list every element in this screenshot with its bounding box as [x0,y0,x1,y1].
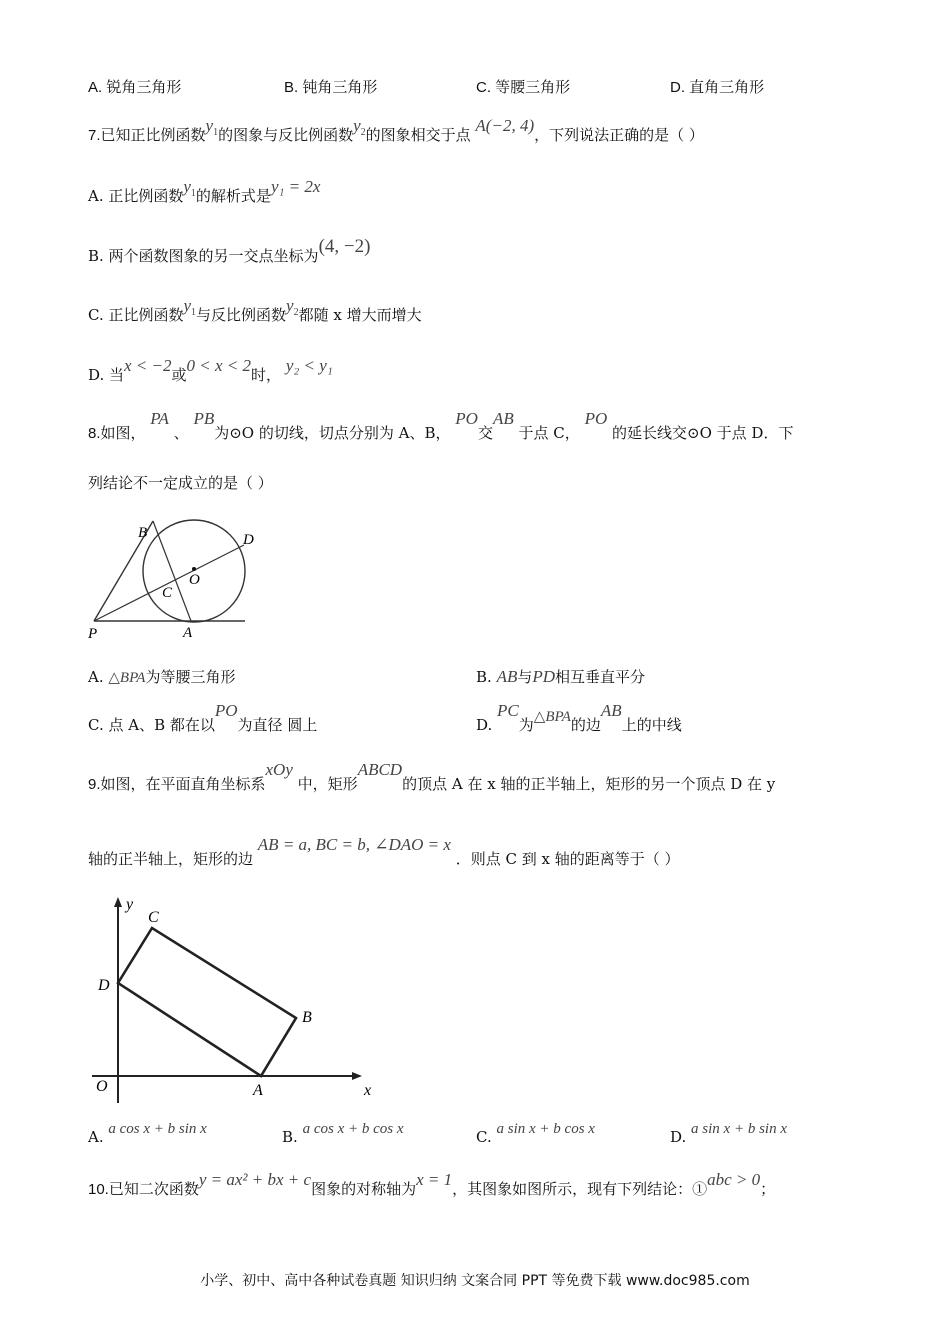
q7-option-d: D. 当x < −2或0 < x < 2时， y₂ < y₁ [88,356,333,384]
q7-option-a: A. 正比例函数$y_1$的解析式是y₁ = 2x [88,177,321,205]
q7-option-c: C. 正比例函数$y_1$与反比例函数$y_2$都随 x 增大而增大 [88,296,422,324]
q9-option-d: D. a sin x + b sin x [670,1121,787,1146]
q7-option-b: B. 两个函数图象的另一交点坐标为(4, −2) [88,236,371,265]
q9-stem-line2: 轴的正半轴上，矩形的边 AB = a, BC = b, ∠DAO = x ．则点 C 到 x 轴的距离等于（ ） [88,835,680,868]
label-D: D [98,977,110,994]
label-C: C [162,585,173,601]
label-O: O [96,1078,108,1095]
q8-stem-line1: 8.如图， PA 、 PB为⊙O 的切线，切点分别为 A、B， PO交AB 于点 C， PO 的延长线交⊙O 于点 D．下 [88,409,794,442]
label-B: B [302,1009,312,1026]
label-C: C [148,909,159,926]
q6-option-d: D. 直角三角形 [670,79,765,96]
axis-label-y: y [126,896,134,913]
q8-circle-tangent-figure [80,505,260,645]
q8-option-a: A. △BPA为等腰三角形 [88,668,236,686]
q6-option-b: B. 钝角三角形 [284,79,378,96]
q8-option-d: D. PC为△BPA的边AB上的中线 [476,701,682,734]
q8-stem-line2: 列结论不一定成立的是（ ） [88,474,273,492]
q6-option-c: C. 等腰三角形 [476,79,571,96]
q10-stem: 10.已知二次函数y = ax² + bx + c图象的对称轴为x = 1，其图象如图所示，现有下列结论：①abc > 0； [88,1170,776,1198]
label-O: O [189,572,200,588]
label-A: A [183,625,193,641]
q9-stem-line1: 9.如图，在平面直角坐标系xOy 中，矩形ABCD的顶点 A 在 x 轴的正半轴上，矩形的另一个顶点 D 在 y [88,760,776,793]
q6-option-a: A. 锐角三角形 [88,79,182,96]
q9-rectangle-coordinate-figure [86,893,386,1105]
label-A: A [253,1082,263,1099]
axis-label-x: x [364,1082,372,1099]
q9-option-b: B. a cos x + b cos x [282,1121,404,1146]
page-footer: 小学、初中、高中各种试卷真题 知识归纳 文案合同 PPT 等免费下载 www.doc985.com [200,1273,750,1289]
label-D: D [243,532,254,548]
label-B: B [138,525,148,541]
q8-option-c: C. 点 A、B 都在以PO为直径 圆上 [88,701,318,734]
q9-option-a: A. a cos x + b sin x [88,1121,207,1146]
q7-stem: 7.已知正比例函数$y_1$的图象与反比例函数$y_2$的图象相交于点 A(−2, 4)，下列说法正确的是（ ） [88,116,704,144]
label-P: P [88,626,98,642]
q8-option-b: B. AB与PD相互垂直平分 [476,667,646,686]
q9-option-c: C. a sin x + b cos x [476,1121,595,1146]
